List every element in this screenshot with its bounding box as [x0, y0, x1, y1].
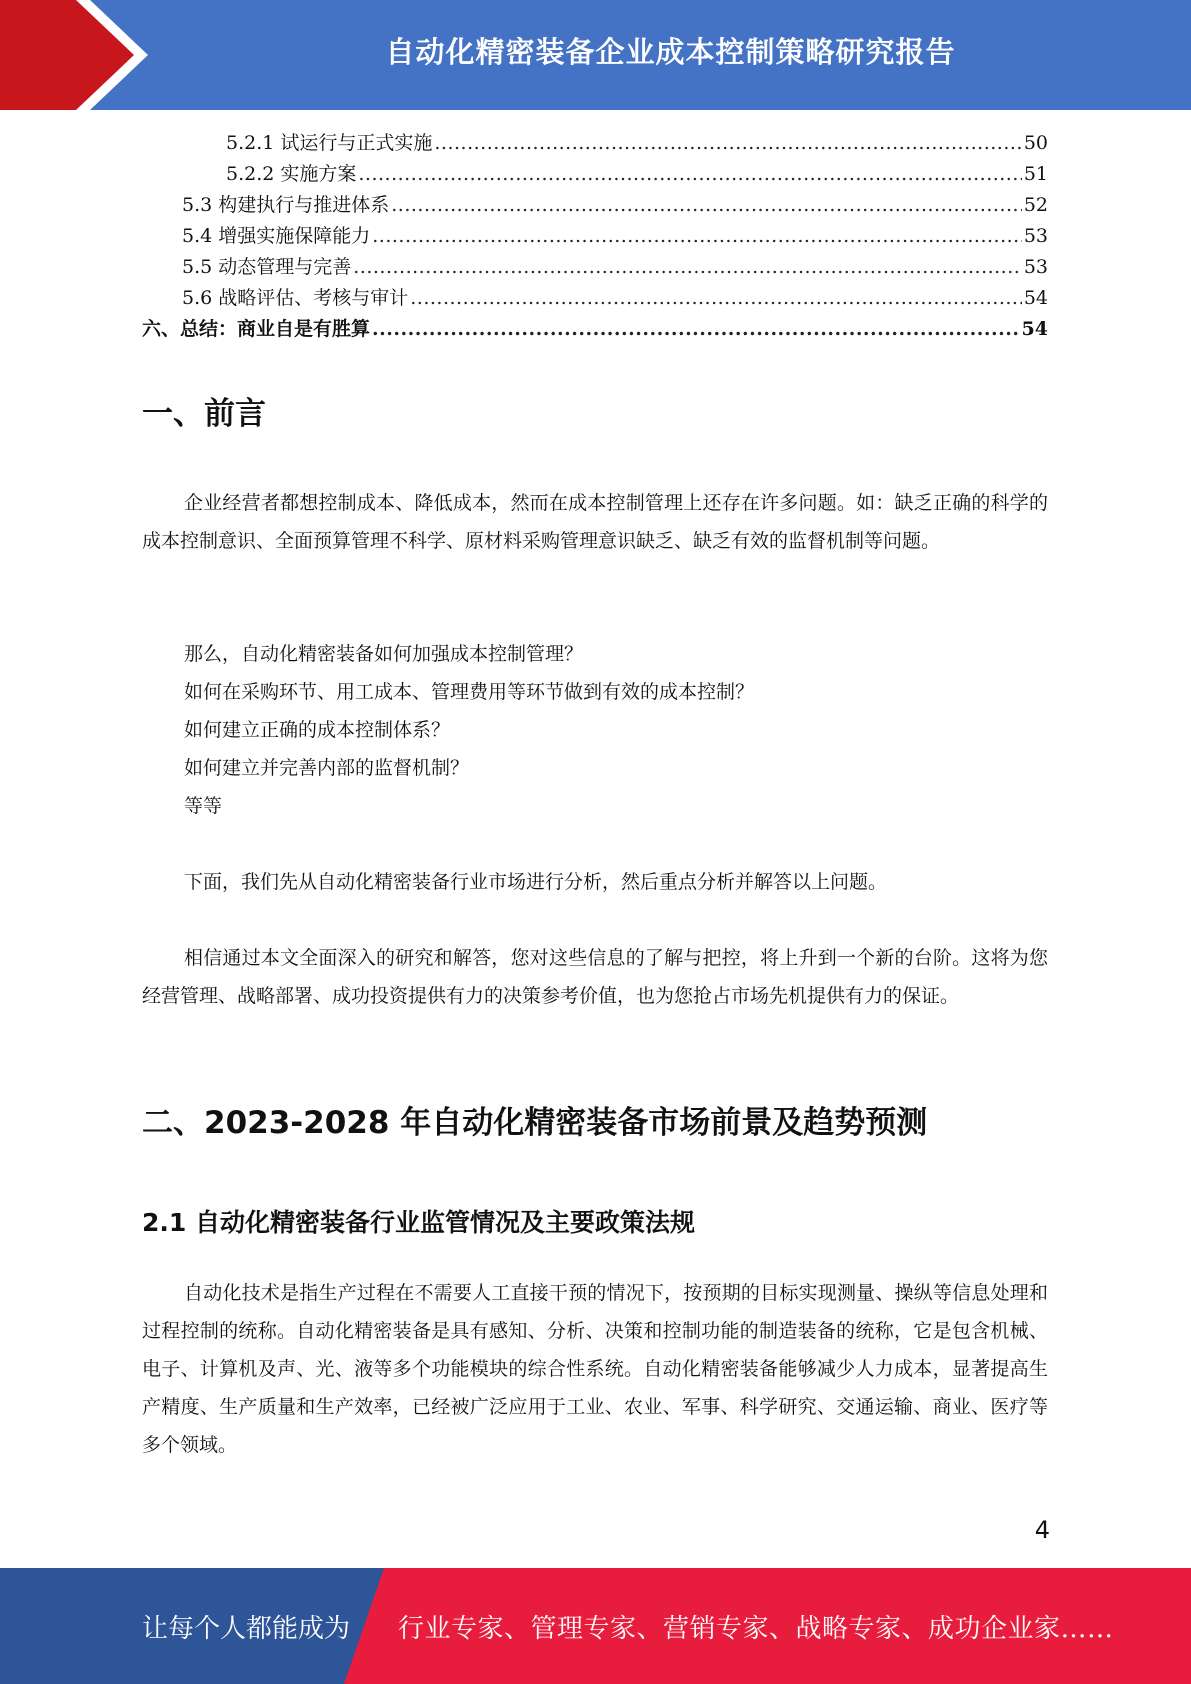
- toc-leader-dots: [353, 252, 1022, 283]
- toc-entry[interactable]: [142, 221, 1048, 252]
- toc-leader-dots: [372, 221, 1022, 252]
- toc-leader-dots: [434, 128, 1021, 159]
- toc-entry-label: 5.2.1 试运行与正式实施: [226, 132, 433, 154]
- section-heading-market-outlook: 二、2023-2028 年自动化精密装备市场前景及趋势预测: [142, 1105, 928, 1141]
- toc-entry[interactable]: [142, 190, 1048, 221]
- toc-entry-page: 53: [1023, 256, 1048, 278]
- body-paragraph: 相信通过本文全面深入的研究和解答，您对这些信息的了解与把控，将上升到一个新的台阶。这将为您经营管理、战略部署、成功投资提供有力的决策参考价值，也为您抢占市场先机提供有力的保证。: [142, 947, 1048, 1007]
- toc-leader-dots: [391, 190, 1022, 221]
- toc-entry-page: 54: [1023, 287, 1048, 309]
- page-number: 4: [1034, 1516, 1050, 1544]
- question-line: 如何在采购环节、用工成本、管理费用等环节做到有效的成本控制？: [184, 681, 755, 703]
- section-heading-preface: 一、前言: [142, 396, 266, 432]
- page-footer: [0, 1568, 1191, 1684]
- question-line: 如何建立并完善内部的监督机制？: [184, 757, 470, 779]
- toc-entry-page: 54: [1021, 318, 1048, 340]
- toc-entry-label: 5.3 构建执行与推进体系: [182, 194, 390, 216]
- table-of-contents: [142, 128, 1048, 345]
- toc-entry[interactable]: [142, 283, 1048, 314]
- toc-entry-page: 53: [1023, 225, 1048, 247]
- toc-entry[interactable]: [142, 128, 1048, 159]
- question-line: 如何建立正确的成本控制体系？: [184, 719, 451, 741]
- body-paragraph: 自动化技术是指生产过程在不需要人工直接干预的情况下，按预期的目标实现测量、操纵等信息处理和过程控制的统称。自动化精密装备是具有感知、分析、决策和控制功能的制造装备的统称，它是包含机械、电子、计算机及声、光、液等多个功能模块的综合性系统。自动化精密装备能够减少人力成本，显著提高生产精度、生产质量和生产效率，已经被广泛应用于工业、农业、军事、科学研究、交通运输、商业、医疗等多个领域。: [142, 1282, 1048, 1456]
- toc-entry[interactable]: [142, 159, 1048, 190]
- toc-entry-label: 5.5 动态管理与完善: [182, 256, 352, 278]
- footer-slogan-left: 让每个人都能成为: [142, 1613, 351, 1644]
- toc-leader-dots: [410, 283, 1022, 314]
- toc-entry-label: 5.2.2 实施方案: [226, 163, 357, 185]
- toc-entry[interactable]: [142, 252, 1048, 283]
- subsection-heading: 2.1 自动化精密装备行业监管情况及主要政策法规: [142, 1208, 695, 1237]
- toc-entry-label: 六、总结：商业自是有胜算: [142, 318, 371, 340]
- body-paragraph: 下面，我们先从自动化精密装备行业市场进行分析，然后重点分析并解答以上问题。: [184, 871, 888, 893]
- footer-slogan-right: 行业专家、管理专家、营销专家、战略专家、成功企业家……: [398, 1613, 1114, 1644]
- question-line: 那么，自动化精密装备如何加强成本控制管理？: [184, 643, 584, 665]
- question-line: 等等: [184, 795, 223, 817]
- report-title: 自动化精密装备企业成本控制策略研究报告: [385, 34, 956, 69]
- toc-entry-label: 5.4 增强实施保障能力: [182, 225, 371, 247]
- toc-leader-dots: [372, 314, 1020, 345]
- body-paragraph: 企业经营者都想控制成本、降低成本，然而在成本控制管理上还存在许多问题。如：缺乏正确的科学的成本控制意识、全面预算管理不科学、原材料采购管理意识缺乏、缺乏有效的监督机制等问题。: [142, 492, 1048, 552]
- page-header: [0, 0, 1191, 110]
- toc-entry-page: 50: [1023, 132, 1048, 154]
- toc-entry-label: 5.6 战略评估、考核与审计: [182, 287, 409, 309]
- toc-leader-dots: [358, 159, 1021, 190]
- toc-entry[interactable]: [142, 314, 1048, 345]
- toc-entry-page: 52: [1023, 194, 1048, 216]
- toc-entry-page: 51: [1023, 163, 1048, 185]
